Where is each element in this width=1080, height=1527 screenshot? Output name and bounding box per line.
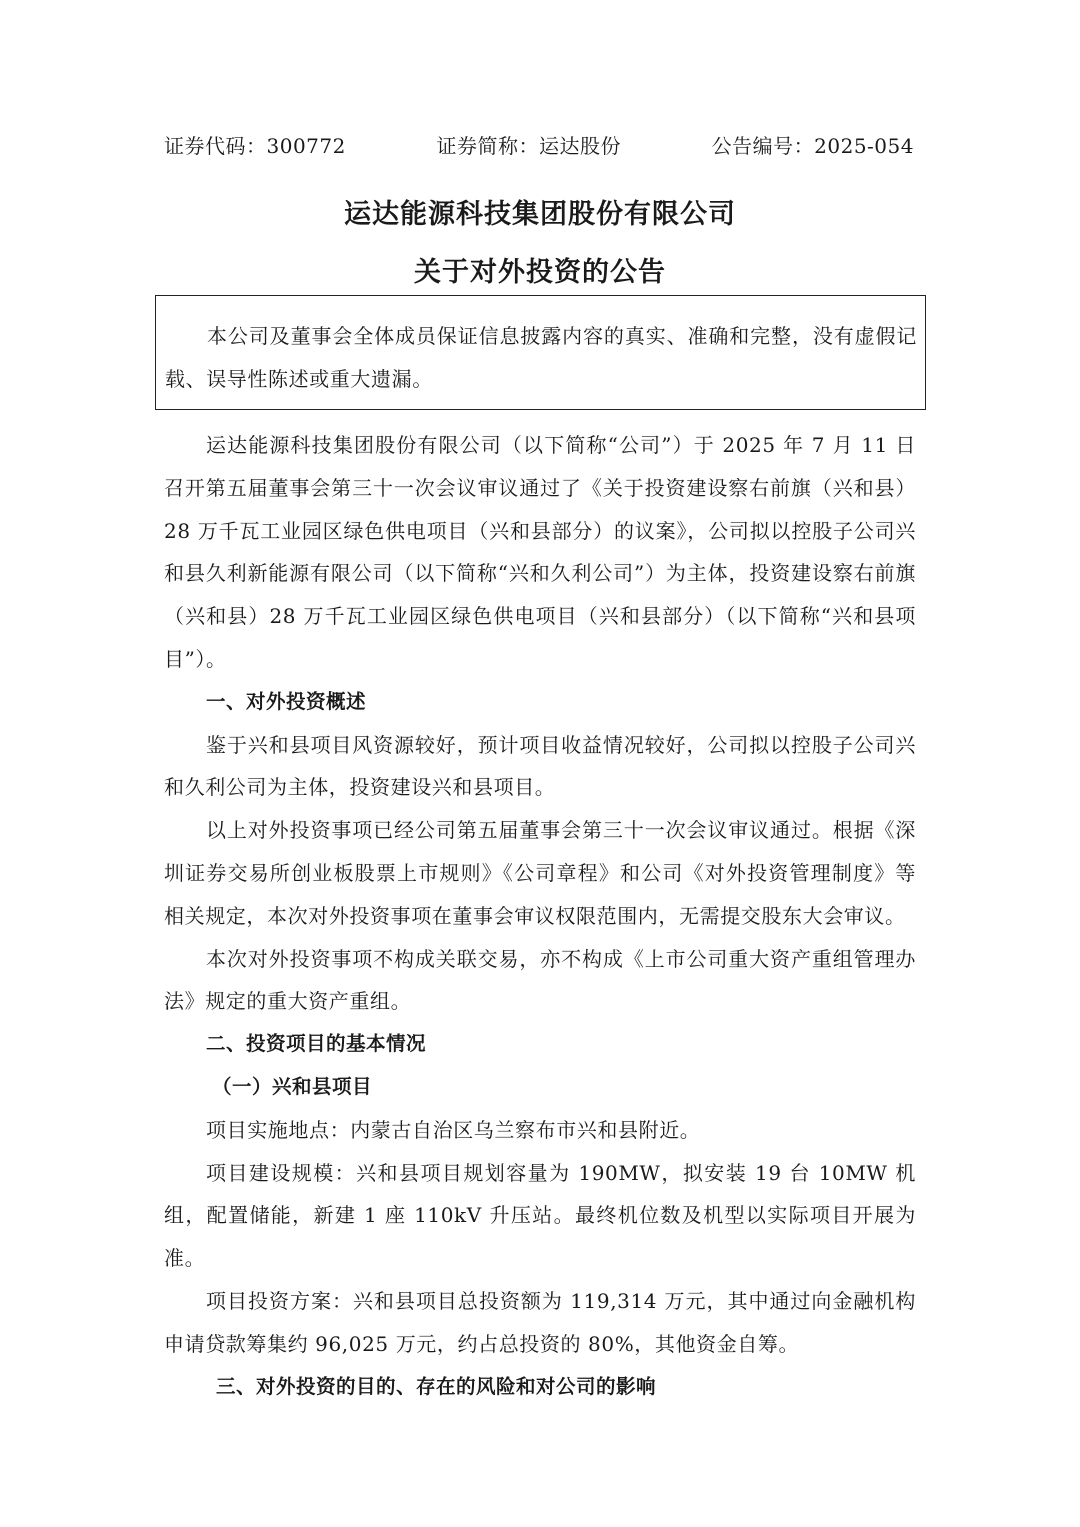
announcement-number: 公告编号：2025-054 [711, 134, 914, 158]
announcement-body [164, 424, 916, 1408]
company-title: 运达能源科技集团股份有限公司 [344, 199, 736, 230]
stock-code: 证券代码：300772 [164, 134, 346, 158]
disclosure-notice-text: 本公司及董事会全体成员保证信息披露内容的真实、准确和完整，没有虚假记载、误导性陈述或重大遗漏。 [165, 324, 917, 391]
announcement-title: 关于对外投资的公告 [414, 257, 666, 288]
project-scale: 项目建设规模：兴和县项目规划容量为 190MW，拟安装 19 台 10MW 机组，配置储能，新建 1 座 110kV 升压站。最终机位数及机型以实际项目开展为准。 [164, 1160, 916, 1271]
project-location: 项目实施地点：内蒙古自治区乌兰察布市兴和县附近。 [206, 1117, 701, 1142]
section-1-paragraph-2: 以上对外投资事项已经公司第五届董事会第三十一次会议审议通过。根据《深圳证券交易所创业板股票上市规则》《公司章程》和公司《对外投资管理制度》等相关规定，本次对外投资事项在董事会审议权限范围内，无需提交股东大会审议。 [164, 818, 916, 928]
project-investment-plan: 项目投资方案：兴和县项目总投资额为 119,314 万元，其中通过向金融机构申请贷款筹集约 96,025 万元，约占总投资的 80%，其他资金自筹。 [164, 1288, 916, 1356]
section-2-subheading: （一）兴和县项目 [212, 1074, 373, 1098]
document-header [164, 130, 914, 162]
section-1-paragraph-1: 鉴于兴和县项目风资源较好，预计项目收益情况较好，公司拟以控股子公司兴和久利公司为主体，投资建设兴和县项目。 [164, 732, 916, 800]
intro-paragraph: 运达能源科技集团股份有限公司（以下简称“公司”）于 2025 年 7 月 11 日召开第五届董事会第三十一次会议审议通过了《关于投资建设察右前旗（兴和县）28 万千瓦工业园区绿色供电项目（兴和县部分）的议案》，公司拟以控股子公司兴和县久利新能源有限公司（以下简称“兴和久利公司”）为主体，投资建设察右前旗（兴和县）28 万千瓦工业园区绿色供电项目（兴和县部分）（以下简称“兴和县项目”）。 [164, 433, 916, 671]
disclosure-notice-box [155, 295, 926, 410]
section-3-heading: 三、对外投资的目的、存在的风险和对公司的影响 [216, 1374, 657, 1398]
section-2-heading: 二、投资项目的基本情况 [206, 1032, 427, 1056]
section-1-heading: 一、对外投资概述 [206, 689, 367, 713]
stock-name: 证券简称：运达股份 [436, 134, 621, 158]
section-1-paragraph-3: 本次对外投资事项不构成关联交易，亦不构成《上市公司重大资产重组管理办法》规定的重大资产重组。 [164, 946, 916, 1014]
